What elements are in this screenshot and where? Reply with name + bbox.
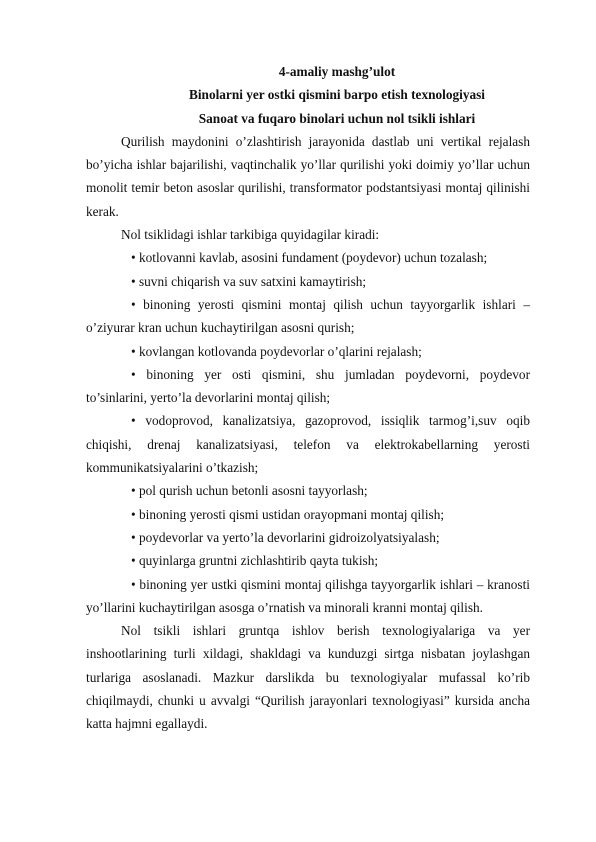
- list-item: • binoning yerosti qismi ustidan orayopmani montaj qilish;: [131, 506, 445, 522]
- list-item: • kovlangan kotlovanda poydevorlar o’qlarini rejalash;: [131, 343, 422, 359]
- list-item: • binoning yer osti qismini, shu jumladan poydevorni, poydevor to’sinlarini, yerto’la devorlarini montaj qilish;: [86, 366, 530, 406]
- list-item: • binoning yer ustki qismini montaj qilishga tayyorgarlik ishlari – kranosti yo’llarini kuchaytirilgan asosga o’rnatish va minorali kranni montaj qilish.: [86, 576, 530, 615]
- list-item: • kotlovanni kavlab, asosini fundament (poydevor) uchun tozalash;: [131, 250, 488, 266]
- list-intro: Nol tsiklidagi ishlar tarkibiga quyidagilar kiradi:: [121, 227, 380, 243]
- list-item: • poydevorlar va yerto’la devorlarini gidroizolyatsiyalash;: [131, 529, 440, 545]
- document-subtitle: Binolarni yer ostki qismini barpo etish texnologiyasi: [188, 87, 486, 103]
- closing-paragraph: Nol tsikli ishlari gruntqa ishlov berish texnologiyalariga va yer inshootlarining turli xildagi, shakldagi va kunduzgi sirtga nisbatan joylashgan turlariga asoslanadi. Mazkur darslikda bu texnologiyalar mufassal ko’rib chiqilmaydi, chunki u avvalgi “Qurilish jarayonlari texnologiyasi” kursida ancha katta hajmni egallaydi.: [86, 623, 530, 732]
- section-title: Sanoat va fuqaro binolari uchun nol tsikli ishlari: [198, 110, 476, 126]
- document-page: [86, 60, 530, 736]
- list-item: • binoning yerosti qismini montaj qilish uchun tayyorgarlik ishlari – o’ziyurar kran uchun kuchaytirilgan asosni qurish;: [86, 296, 530, 336]
- list-item: • quyinlarga gruntni zichlashtirib qayta tukish;: [131, 553, 379, 569]
- document-title: 4-amaliy mashg’ulot: [278, 64, 396, 79]
- intro-paragraph: Qurilish maydonini o’zlashtirish jarayonida dastlab uni vertikal rejalash bo’yicha ishlar bajarilishi, vaqtinchalik yo’llar qurilishi yoki doimiy yo’llar uchun monolit temir beton asoslar qurilishi, transformator podstantsiyasi montaj qilinishi kerak.: [86, 133, 530, 219]
- list-item: • vodoprovod, kanalizatsiya, gazoprovod, issiqlik tarmog’i,suv oqib chiqishi, drenaj kanalizatsiyasi, telefon va elektrokabellarning yerosti kommunikatsiyalarini o’tkazish;: [86, 413, 530, 476]
- list-item: • pol qurish uchun betonli asosni tayyorlash;: [131, 483, 368, 499]
- list-item: • suvni chiqarish va suv satxini kamaytirish;: [131, 273, 367, 289]
